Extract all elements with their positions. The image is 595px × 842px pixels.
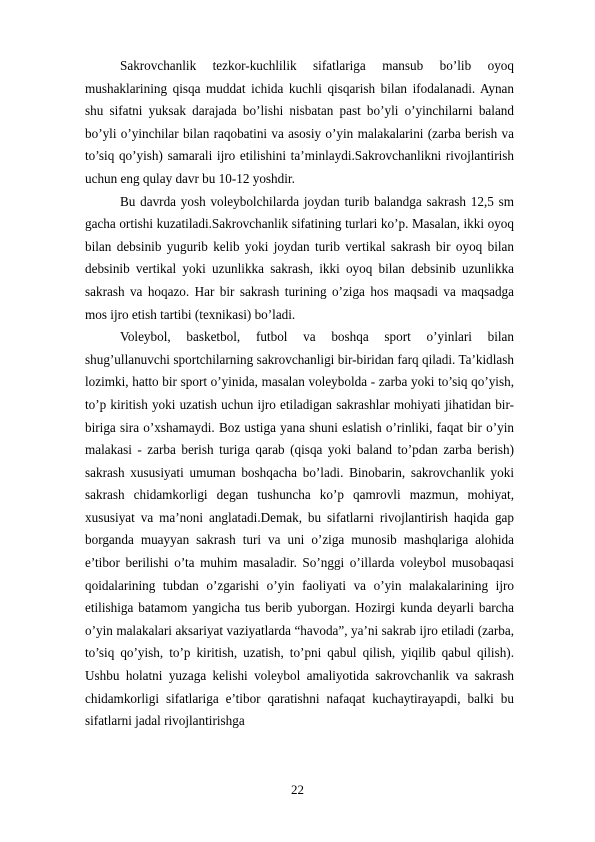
document-body [85, 55, 514, 733]
paragraph-1: Sakrovchanlik tezkor-kuchlilik sifatlariga mansub bo’lib oyoq mushaklarining qisqa muddat ichida kuchli qisqarish bilan ifodalanadi. Aynan shu sifatni yuksak darajada bo’lishi nisbatan past bo’yli o’yinchilarni baland bo’yli o’yinchilar bilan raqobatini va asosiy o’yin malakalarini (zarba berish va to’siq qo’yish) samarali ijro etilishini ta’minlaydi.Sakrovchanlikni rivojlantirish uchun eng qulay davr bu 10-12 yoshdir. [85, 58, 514, 186]
paragraph-3: Voleybol, basketbol, futbol va boshqa sport o’yinlari bilan shug’ullanuvchi sportchilarning sakrovchanligi bir-biridan farq qiladi. Ta’kidlash lozimki, hatto bir sport o’yinida, masalan voleybolda - zarba yoki to’siq qo’yish, to’p kiritish yoki uzatish uchun ijro etiladigan sakrashlar mohiyati jihatidan bir-biriga sira o’xshamaydi. Boz ustiga yana shuni eslatish o’rinliki, faqat bir o’yin malakasi - zarba berish turiga qarab (qisqa yoki baland to’pdan zarba berish) sakrash xususiyati umuman boshqacha bo’ladi. Binobarin, sakrovchanlik yoki sakrash chidamkorligi degan tushuncha ko’p qamrovli mazmun, mohiyat, xususiyat va ma’noni anglatadi.Demak, bu sifatlarni rivojlantirish haqida gap borganda muayyan sakrash turi va uni o’ziga munosib mashqlariga alohida e’tibor berilishi o’ta muhim masaladir. So’nggi o’illarda voleybol musobaqasi qoidalarining tubdan o’zgarishi o’yin faoliyati va o’yin malakalarining ijro etilishiga batamom yangicha tus berib yuborgan. Hozirgi kunda deyarli barcha o’yin malakalari aksariyat vaziyatlarda “havoda”, ya’ni sakrab ijro etiladi (zarba, to’siq qo’yish, to’p kiritish, uzatish, to’pni qabul qilish, yiqilib qabul qilish). Ushbu holatni yuzaga kelishi voleybol amaliyotida sakrovchanlik va sakrash chidamkorligi sifatlariga e’tibor qaratishni nafaqat kuchaytirayapdi, balki bu sifatlarni jadal rivojlantirishga [85, 329, 514, 729]
page-number: 22 [291, 782, 304, 797]
paragraph-2: Bu davrda yosh voleybolchilarda joydan turib balandga sakrash 12,5 sm gacha ortishi kuzatiladi.Sakrovchanlik sifatining turlari ko’p. Masalan, ikki oyoq bilan debsinib yugurib kelib yoki joydan turib vertikal sakrash bir oyoq bilan debsinib vertikal yoki uzunlikka sakrash, ikki oyoq bilan debsinib uzunlikka sakrash va hoqazo. Har bir sakrash turining o’ziga hos maqsadi va maqsadga mos ijro etish tartibi (texnikasi) bo’ladi. [85, 193, 514, 322]
